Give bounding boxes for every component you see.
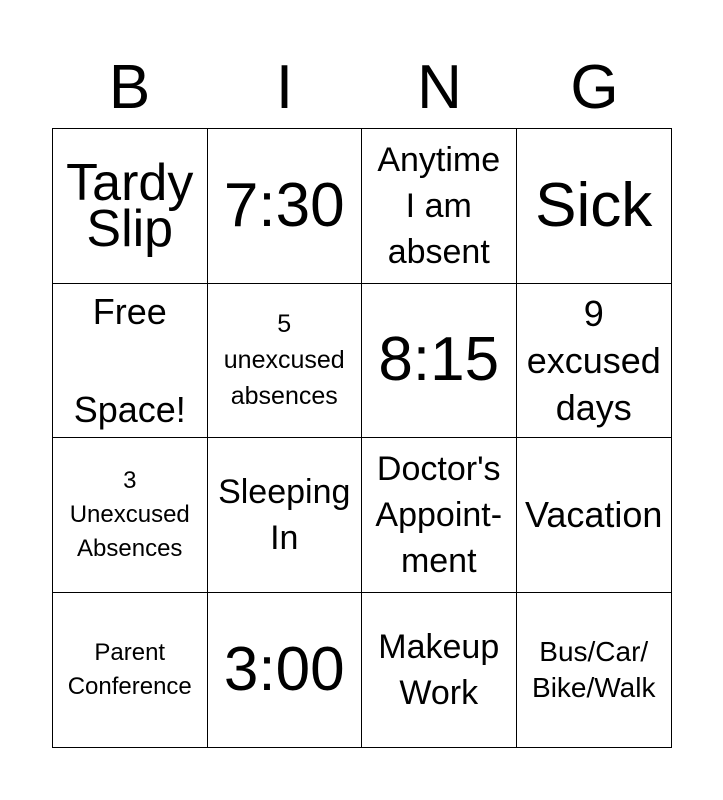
bingo-cell[interactable] xyxy=(208,284,363,439)
bingo-cell[interactable] xyxy=(362,129,517,284)
cell-label: 8:15 xyxy=(378,325,500,395)
bingo-cell[interactable] xyxy=(362,284,517,439)
bingo-cell[interactable] xyxy=(517,593,672,748)
cell-label: Makeup Work xyxy=(378,627,500,712)
cell-label: Free Space! xyxy=(73,290,186,430)
cell-label: Tardy Slip xyxy=(66,153,194,258)
header-letter-n: N xyxy=(417,53,462,122)
cell-label: 9 excused days xyxy=(526,292,661,428)
cell-label: Parent Conference xyxy=(67,638,192,700)
free-space-cell[interactable] xyxy=(53,284,208,439)
bingo-cell[interactable] xyxy=(362,593,517,748)
bingo-header xyxy=(52,48,672,128)
cell-label: Doctor's Appoint- ment xyxy=(375,449,503,580)
cell-label: Sick xyxy=(535,170,653,240)
bingo-cell[interactable] xyxy=(53,438,208,593)
header-letter-g: G xyxy=(570,53,619,122)
bingo-cell[interactable] xyxy=(362,438,517,593)
bingo-cell[interactable] xyxy=(517,438,672,593)
bingo-board xyxy=(52,128,672,748)
bingo-cell[interactable] xyxy=(517,129,672,284)
header-letter-i: I xyxy=(275,53,294,122)
header-letter-b: B xyxy=(108,53,151,122)
bingo-cell[interactable] xyxy=(53,129,208,284)
bingo-cell[interactable] xyxy=(53,593,208,748)
cell-label: Vacation xyxy=(525,494,663,536)
cell-label: 5 unexcused absences xyxy=(223,310,345,411)
cell-label: Anytime I am absent xyxy=(377,140,501,271)
bingo-cell[interactable] xyxy=(208,129,363,284)
cell-label: 3 Unexcused Absences xyxy=(69,466,190,562)
cell-label: 7:30 xyxy=(223,170,345,240)
cell-label: Sleeping In xyxy=(218,472,351,557)
bingo-cell[interactable] xyxy=(208,438,363,593)
bingo-cell[interactable] xyxy=(517,284,672,439)
cell-label: 3:00 xyxy=(223,634,345,704)
cell-label: Bus/Car/ Bike/Walk xyxy=(532,635,656,703)
bingo-cell[interactable] xyxy=(208,593,363,748)
